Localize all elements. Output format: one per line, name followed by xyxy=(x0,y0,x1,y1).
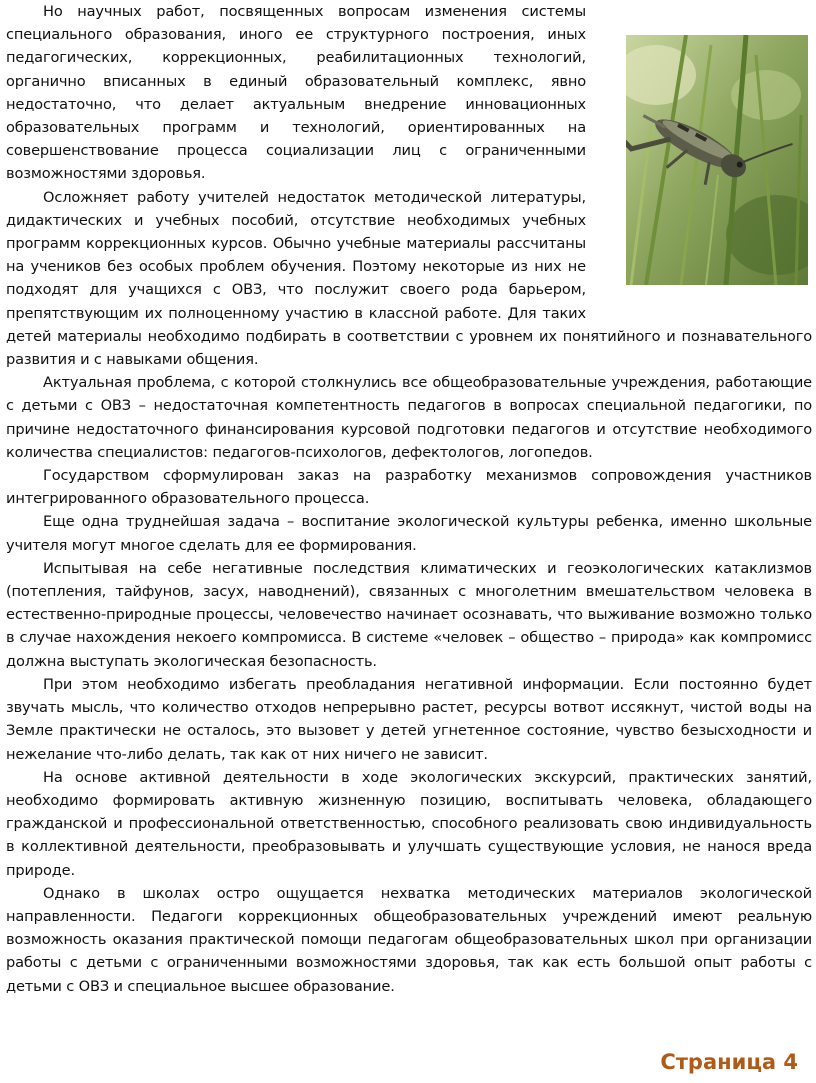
paragraph: Актуальная проблема, с которой столкнулись все общеобразовательные учреждения, работающие с детьми с ОВЗ – недостаточная компетентность педагогов в вопросах специальной педагогики, по причине недостаточного финансирования курсовой подготовки педагогов и отсутствие необходимого количества специалистов: педагогов-психологов, дефектологов, логопедов. xyxy=(6,374,812,461)
paragraph: Государством сформулирован заказ на разработку механизмов сопровождения участников интегрированного образовательного процесса. xyxy=(6,467,812,508)
paragraph: При этом необходимо избегать преобладания негативной информации. Если постоянно будет звучать мысль, что количество отходов непрерывно растет, ресурсы вотвот иссякнут, чистой воды на Земле практически не осталось, это вызовет у детей угнетенное состояние, чувство безысходности и нежелание что-либо делать, так как от них ничего не зависит. xyxy=(6,675,812,763)
paragraph: На основе активной деятельности в ходе экологических экскурсий, практических занятий, необходимо формировать активную жизненную позицию, воспитывать человека, обладающего гражданской и профессиональной ответственностью, способного реализовать свою индивидуальность в коллективной деятельности, преобразовывать и улучшать существующие условия, не нанося вреда природе. xyxy=(6,768,812,879)
paragraph: Испытывая на себе негативные последствия климатических и геоэкологических катаклизмов (потепления, тайфунов, засух, наводнений), связанных с многолетним вмешательством человека в естественно-природные процессы, человечество начинает осознавать, что выживание возможно только в случае нахождения некоего компромисса. В системе «человек – общество – природа» как компромисс должна выступать экологическая безопасность. xyxy=(6,559,812,670)
page-number: Страница 4 xyxy=(660,1050,798,1074)
paragraph: Осложняет работу учителей недостаток методической литературы, дидактических и учебных пособий, отсутствие необходимых учебных программ коррекционных курсов. Обычно учебные материалы рассчитаны на учеников без особых проблем обучения. Поэтому некоторые из них не подходят для учащихся с ОВЗ, что послужит своего рода барьером, препятствующим их полноценному участию в классной работе. Для таких детей материалы необходимо подбирать в соответствии с уровнем их понятийного и познавательного развития и с навыками общения. xyxy=(6,188,812,369)
photo-wrap-space xyxy=(592,34,812,324)
article-body xyxy=(6,0,812,998)
paragraph: Но научных работ, посвященных вопросам изменения системы специального образования, иного ее структурного построения, иных педагогических, коррекционных, реабилитационных технологий, органично вписанных в единый образовательный комплекс, явно недостаточно, что делает актуальным внедрение инновационных образовательных программ и технологий, ориентированных на совершенствование процесса социализации лиц с ограниченными возможностями здоровья. xyxy=(6,3,586,183)
paragraph: Еще одна труднейшая задача – воспитание экологической культуры ребенка, именно школьные учителя могут многое сделать для ее формирования. xyxy=(6,513,812,554)
paragraph: Однако в школах остро ощущается нехватка методических материалов экологической направленности. Педагоги коррекционных общеобразовательных учреждений имеют реальную возможность оказания практической помощи педагогам общеобразовательных школ при организации работы с детьми с ограниченными возможностями здоровья, так как есть большой опыт работы с детьми с ОВЗ и специальное высшее образование. xyxy=(6,884,812,995)
